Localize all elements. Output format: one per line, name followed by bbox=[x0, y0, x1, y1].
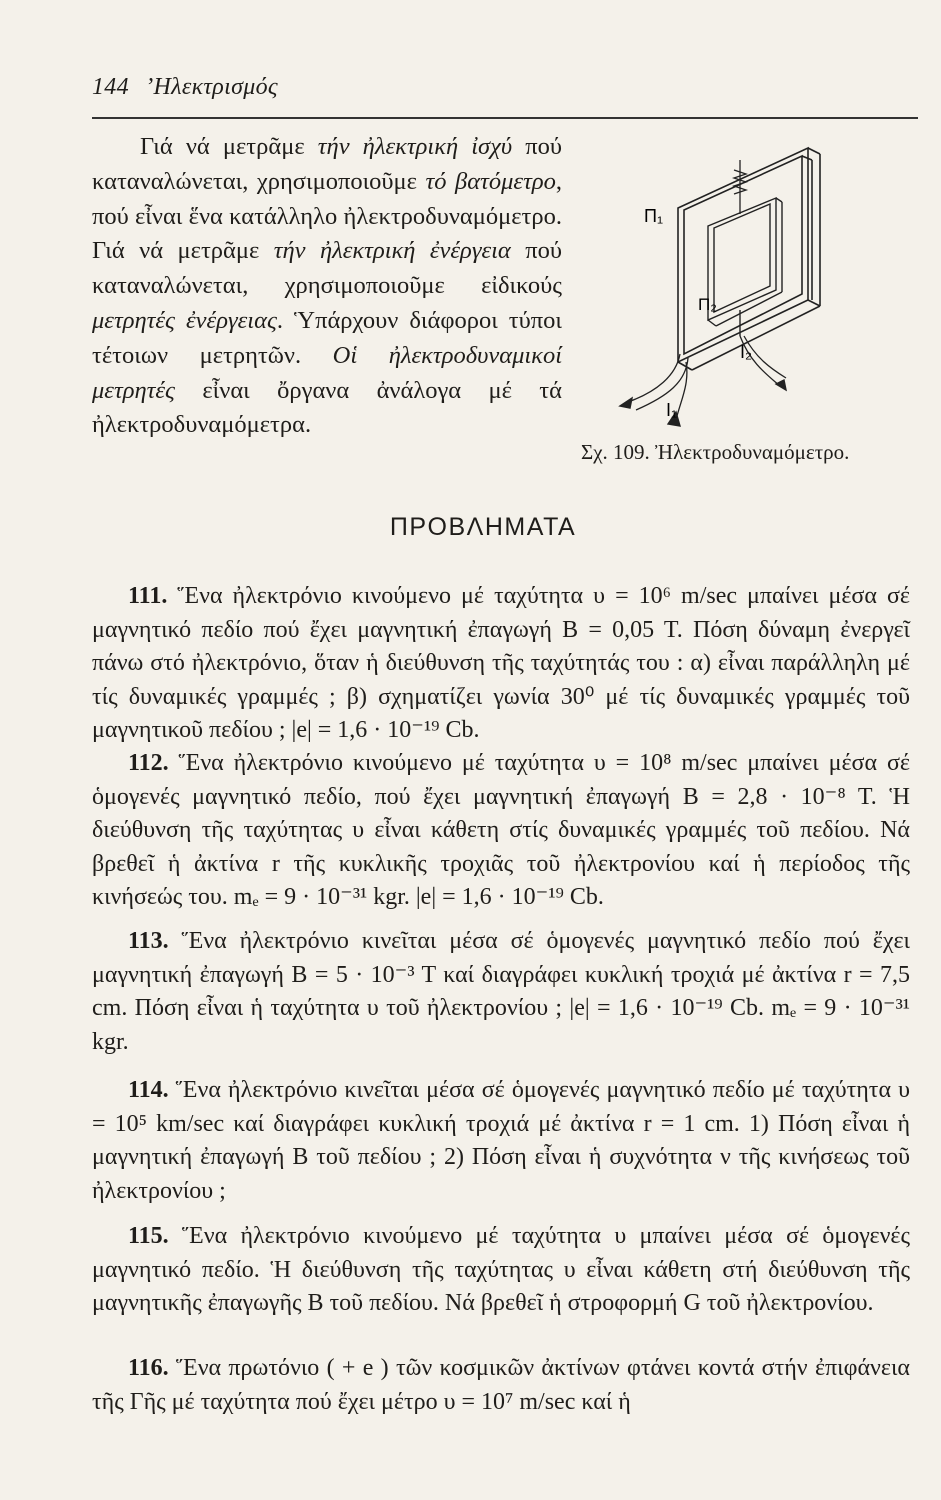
problem-113 bbox=[92, 925, 910, 1059]
current-arrows bbox=[620, 380, 786, 426]
problem-text: Ἕνα ἠλεκτρόνιο κινεῖται μέσα σέ ὁμογενές μαγνητικό πεδίο μέ ταχύτητα υ = 10⁵ km/sec καί διαγράφει κυκλική τροχιά μέ ἀκτίνα r = 1 cm. 1) Πόση εἶναι ἡ μαγνητική ἐπαγωγή Β τοῦ πεδίου ; 2) Πόση εἶναι ἡ συχνότητα ν τῆς κινήσεως τοῦ ἠλεκτρονίου ; bbox=[92, 1077, 911, 1204]
problem-text: Ἕνα πρωτόνιο ( + e ) τῶν κοσμικῶν ἀκτίνων φτάνει κοντά στήν ἐπιφάνεια τῆς Γῆς μέ ταχύτητα πού ἔχει μέτρο υ = 10⁷ m/sec καί ἡ bbox=[92, 1355, 911, 1415]
header-rule bbox=[92, 117, 918, 119]
problem-text: Ἕνα ἠλεκτρόνιο κινούμενο μέ ταχύτητα υ = 10⁶ m/sec μπαίνει μέσα σέ μαγνητικό πεδίο πού ἔχει μαγνητική ἐπαγωγή Β = 0,05 Τ. Πόση δύναμη ἐνεργεῖ πάνω στό ἠλεκτρόνιο, ὅταν ἡ διεύθυνση τῆς ταχύτητάς του : α) εἶναι παράλληλη μέ τίς δυναμικές γραμμές ; β) σχηματίζει γωνία 30⁰ μέ τίς δυναμικές γραμμές τοῦ μαγνητικοῦ πεδίου ; |e| = 1,6 · 10⁻¹⁹ Cb. bbox=[92, 583, 910, 744]
intro-emphasis: μετρητές ἐνέργειας bbox=[92, 306, 277, 334]
intro-text: , πού εἶναι ἕνα κατάλληλο ἠλεκτροδυναμόμετρο. Γιά νά μετρᾶμε bbox=[92, 167, 562, 265]
problem-number: 113. bbox=[128, 928, 169, 954]
intro-text: Γιά νά μετρᾶμε bbox=[140, 133, 318, 160]
figure-caption: Σχ. 109. Ἠλεκτροδυναμόμετρο. bbox=[581, 440, 850, 464]
electrodynamometer-diagram bbox=[580, 140, 900, 440]
running-title: ʼΗλεκτρισμός bbox=[145, 74, 278, 100]
running-header bbox=[92, 74, 278, 101]
intro-text: πού καταναλώνεται, χρησιμοποιοῦμε bbox=[92, 133, 563, 195]
label-i1: I₁ bbox=[666, 400, 678, 420]
intro-paragraph bbox=[92, 130, 562, 443]
problem-number: 112. bbox=[128, 750, 169, 776]
problem-112 bbox=[92, 747, 910, 915]
intro-text: εἶναι ὄργανα ἀνάλογα μέ τά ἠλεκτροδυναμόμετρα. bbox=[92, 376, 562, 439]
problem-number: 116. bbox=[128, 1355, 169, 1381]
intro-emphasis: τήν ἠλεκτρική ἰσχύ bbox=[317, 133, 513, 160]
label-p1: Π₁ bbox=[644, 206, 664, 226]
intro-emphasis: τήν ἠλεκτρική ἐνέργεια bbox=[273, 237, 511, 265]
problem-number: 111. bbox=[128, 583, 168, 609]
problem-115 bbox=[92, 1220, 910, 1321]
problem-111 bbox=[92, 580, 910, 748]
electrodynamometer-figure bbox=[580, 140, 900, 440]
problem-number: 115. bbox=[128, 1223, 169, 1249]
label-i2: I₂ bbox=[740, 342, 752, 362]
intro-text: . Ὑπάρχουν διάφοροι τύποι τέτοιων μετρητῶν. bbox=[92, 306, 562, 369]
fixed-coil bbox=[678, 148, 820, 370]
problem-text: Ἕνα ἠλεκτρόνιο κινεῖται μέσα σέ ὁμογενές μαγνητικό πεδίο πού ἔχει μαγνητική ἐπαγωγή Β = 5 · 10⁻³ Τ καί διαγράφει κυκλική τροχιά μέ ἀκτίνα r = 7,5 cm. Πόση εἶναι ἡ ταχύτητα υ τοῦ ἠλεκτρονίου ; |e| = 1,6 · 10⁻¹⁹ Cb. mₑ = 9 · 10⁻³¹ kgr. bbox=[92, 928, 911, 1055]
intro-emphasis: Οἱ ἠλεκτροδυναμικοί μετρητές bbox=[92, 341, 562, 404]
spring bbox=[734, 160, 746, 214]
section-title: ΠΡΟΒΛΗΜΑΤΑ bbox=[389, 513, 577, 541]
problem-number: 114. bbox=[128, 1077, 169, 1103]
label-p2: Π₂ bbox=[698, 295, 717, 314]
intro-text: πού καταναλώνεται, χρησιμοποιοῦμε εἰδικούς bbox=[92, 237, 562, 300]
intro-emphasis: τό βατόμετρο bbox=[425, 167, 556, 195]
problem-114 bbox=[92, 1074, 910, 1208]
moving-coil bbox=[708, 198, 782, 326]
problem-text: Ἕνα ἠλεκτρόνιο κινούμενο μέ ταχύτητα υ = 10⁸ m/sec μπαίνει μέσα σέ ὁμογενές μαγνητικό πεδίο, πού ἔχει μαγνητική ἐπαγωγή Β = 2,8 · 10⁻⁸ Τ. Ἡ διεύθυνση τῆς ταχύτητας υ εἶναι κάθετη στίς δυναμικές γραμμές τοῦ πεδίου. Νά βρεθεῖ ἡ ἀκτίνα r τῆς κυκλικῆς τροχιᾶς τοῦ ἠλεκτρονίου καί ἡ περίοδος τῆς κινήσεώς του. mₑ = 9 · 10⁻³¹ kgr. |e| = 1,6 · 10⁻¹⁹ Cb. bbox=[92, 750, 910, 911]
problem-116 bbox=[92, 1352, 910, 1419]
page-number: 144 bbox=[92, 74, 129, 100]
problem-text: Ἕνα ἠλεκτρόνιο κινούμενο μέ ταχύτητα υ μπαίνει μέσα σέ ὁμογενές μαγνητικό πεδίο. Ἡ διεύθυνση τῆς ταχύτητας υ εἶναι κάθετη στή διεύθυνση τῆς μαγνητικῆς ἐπαγωγῆς Β τοῦ πεδίου. Νά βρεθεῖ ἡ στροφορμή G τοῦ ἠλεκτρονίου. bbox=[92, 1223, 910, 1317]
